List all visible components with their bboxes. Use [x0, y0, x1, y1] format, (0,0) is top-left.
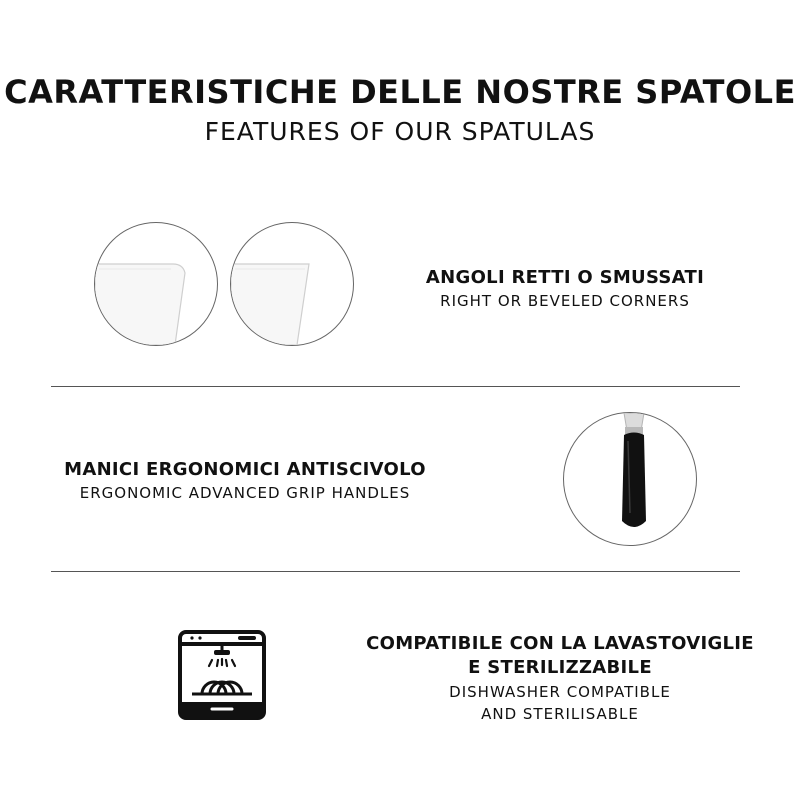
- divider-1: [51, 386, 740, 387]
- feature-3-title-en-line2: AND STERILISABLE: [481, 705, 639, 723]
- feature-2-title-en: ERGONOMIC ADVANCED GRIP HANDLES: [79, 484, 411, 502]
- right-corner-circle: [94, 222, 218, 346]
- feature-3-title-it-line1: COMPATIBILE CON LA LAVASTOVIGLIE: [366, 633, 754, 654]
- feature-1-title-en: RIGHT OR BEVELED CORNERS: [440, 292, 690, 310]
- feature-2-title-it: MANICI ERGONOMICI ANTISCIVOLO: [64, 459, 426, 480]
- divider-2: [51, 571, 740, 572]
- page-subtitle: FEATURES OF OUR SPATULAS: [204, 117, 596, 146]
- beveled-corner-circle: [230, 222, 354, 346]
- beveled-corner-spatula-icon: [231, 223, 353, 345]
- feature-3-title-it-line2: E STERILIZZABILE: [468, 657, 652, 678]
- feature-3-title-en-line1: DISHWASHER COMPATIBLE: [449, 683, 671, 701]
- right-corner-spatula-icon: [95, 223, 217, 345]
- feature-1-title-it: ANGOLI RETTI O SMUSSATI: [425, 267, 705, 288]
- black-handle-icon: [564, 413, 696, 545]
- handle-circle: [563, 412, 697, 546]
- page-title: CARATTERISTICHE DELLE NOSTRE SPATOLE: [4, 73, 796, 111]
- dishwasher-icon: [172, 628, 272, 722]
